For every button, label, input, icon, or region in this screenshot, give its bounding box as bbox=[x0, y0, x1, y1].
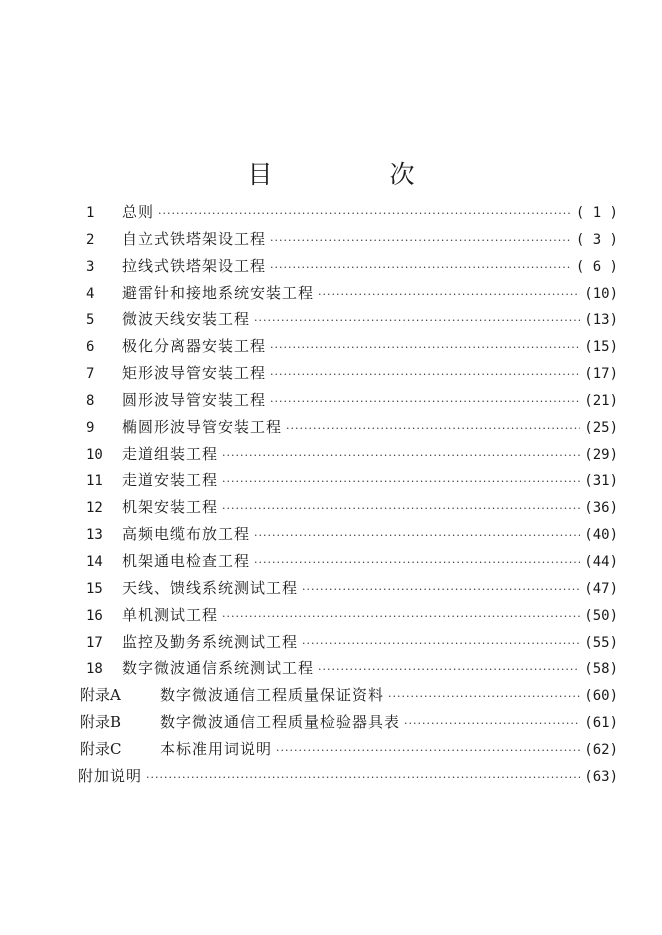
toc-entry-6 bbox=[78, 333, 618, 360]
entry-title: 极化分离器安装工程 bbox=[122, 337, 267, 356]
toc-entry-9 bbox=[78, 414, 618, 441]
entry-page: (50) bbox=[584, 607, 618, 624]
entry-number: 11 bbox=[86, 473, 103, 490]
entry-number: 16 bbox=[86, 607, 103, 624]
entry-title: 数字微波通信系统测试工程 bbox=[122, 659, 315, 678]
toc-entry-additional-notes bbox=[78, 763, 618, 790]
dot-leader bbox=[318, 657, 580, 684]
dot-leader bbox=[286, 416, 580, 443]
entry-page: ( 1 ) bbox=[575, 205, 618, 221]
entry-number: 附录C bbox=[80, 739, 122, 758]
entry-number: 6 bbox=[86, 339, 95, 356]
toc-entry-appendix-c bbox=[78, 736, 618, 763]
entry-title: 数字微波通信工程质量保证资料 bbox=[160, 686, 385, 705]
entry-page: (10) bbox=[584, 285, 618, 302]
dot-leader bbox=[270, 228, 572, 255]
entry-title: 机架通电检查工程 bbox=[122, 551, 251, 570]
entry-number: 1 bbox=[86, 205, 95, 221]
entry-title: 数字微波通信工程质量检验器具表 bbox=[160, 713, 401, 732]
entry-title: 天线、馈线系统测试工程 bbox=[122, 578, 299, 597]
entry-title: 微波天线安装工程 bbox=[122, 310, 251, 329]
entry-title: 监控及勤务系统测试工程 bbox=[122, 632, 299, 651]
entry-page: (13) bbox=[584, 312, 618, 329]
entry-title: 单机测试工程 bbox=[122, 605, 219, 624]
entry-title: 总则 bbox=[122, 203, 155, 221]
dot-leader bbox=[222, 604, 580, 631]
entry-page: (58) bbox=[584, 661, 618, 678]
toc-entry-13 bbox=[78, 521, 618, 548]
toc-entry-appendix-a bbox=[78, 682, 618, 709]
dot-leader bbox=[254, 523, 580, 550]
entry-page: (15) bbox=[584, 339, 618, 356]
entry-number: 3 bbox=[86, 258, 95, 275]
entry-number: 14 bbox=[86, 553, 103, 570]
toc-title: 目 次 bbox=[247, 159, 461, 189]
toc-entry-18 bbox=[78, 655, 618, 682]
entry-page: (55) bbox=[584, 634, 618, 651]
dot-leader bbox=[276, 738, 580, 765]
entry-number: 12 bbox=[86, 500, 103, 517]
dot-leader bbox=[270, 255, 572, 282]
entry-title: 本标准用词说明 bbox=[160, 739, 273, 758]
dot-leader bbox=[270, 335, 580, 362]
toc-entry-12 bbox=[78, 494, 618, 521]
entry-title: 走道组装工程 bbox=[122, 444, 219, 463]
dot-leader bbox=[146, 765, 580, 792]
dot-leader bbox=[254, 550, 580, 577]
entry-number: 附录B bbox=[80, 713, 122, 732]
entry-page: (21) bbox=[584, 392, 618, 409]
dot-leader bbox=[404, 711, 580, 738]
dot-leader bbox=[302, 577, 580, 604]
entry-number: 9 bbox=[86, 419, 95, 436]
entry-title: 自立式铁塔架设工程 bbox=[122, 229, 267, 248]
entry-page: (60) bbox=[584, 688, 618, 705]
toc-entry-8 bbox=[78, 387, 618, 414]
entry-page: ( 3 ) bbox=[575, 231, 618, 248]
entry-title: 走道安装工程 bbox=[122, 471, 219, 490]
toc-entry-15 bbox=[78, 575, 618, 602]
entry-number: 18 bbox=[86, 661, 103, 678]
dot-leader bbox=[302, 631, 580, 658]
entry-page: (61) bbox=[584, 715, 618, 732]
toc-entry-16 bbox=[78, 602, 618, 629]
table-of-contents bbox=[78, 199, 618, 790]
entry-page: (25) bbox=[584, 419, 618, 436]
entry-number: 2 bbox=[86, 231, 95, 248]
entry-title: 避雷针和接地系统安装工程 bbox=[122, 283, 315, 302]
toc-entry-1 bbox=[78, 199, 618, 226]
entry-number: 4 bbox=[86, 285, 95, 302]
toc-entry-appendix-b bbox=[78, 709, 618, 736]
entry-number: 17 bbox=[86, 634, 103, 651]
dot-leader bbox=[270, 362, 580, 389]
entry-title: 拉线式铁塔架设工程 bbox=[122, 256, 267, 275]
entry-number: 附录A bbox=[80, 686, 121, 705]
toc-entry-14 bbox=[78, 548, 618, 575]
entry-title: 附加说明 bbox=[78, 766, 143, 785]
entry-page: (17) bbox=[584, 366, 618, 383]
toc-entry-4 bbox=[78, 280, 618, 307]
dot-leader bbox=[222, 496, 580, 523]
entry-number: 15 bbox=[86, 580, 103, 597]
entry-number: 5 bbox=[86, 312, 95, 329]
entry-page: (36) bbox=[584, 500, 618, 517]
dot-leader bbox=[270, 389, 580, 416]
dot-leader bbox=[222, 469, 580, 496]
entry-page: ( 6 ) bbox=[575, 258, 618, 275]
entry-page: (40) bbox=[584, 527, 618, 544]
entry-page: (29) bbox=[584, 446, 618, 463]
entry-number: 10 bbox=[86, 446, 103, 463]
toc-entry-2 bbox=[78, 226, 618, 253]
toc-entry-11 bbox=[78, 467, 618, 494]
entry-number: 7 bbox=[86, 366, 95, 383]
entry-page: (62) bbox=[584, 741, 618, 758]
toc-entry-3 bbox=[78, 253, 618, 280]
dot-leader bbox=[222, 443, 580, 470]
entry-title: 机架安装工程 bbox=[122, 498, 219, 517]
dot-leader bbox=[318, 282, 580, 309]
toc-entry-5 bbox=[78, 306, 618, 333]
toc-entry-17 bbox=[78, 629, 618, 656]
entry-title: 圆形波导管安装工程 bbox=[122, 390, 267, 409]
entry-title: 椭圆形波导管安装工程 bbox=[122, 417, 283, 436]
dot-leader bbox=[388, 684, 580, 711]
entry-page: (63) bbox=[584, 768, 618, 785]
dot-leader bbox=[254, 308, 580, 335]
entry-page: (31) bbox=[584, 473, 618, 490]
toc-entry-10 bbox=[78, 441, 618, 468]
entry-title: 矩形波导管安装工程 bbox=[122, 364, 267, 383]
entry-page: (47) bbox=[584, 580, 618, 597]
entry-page: (44) bbox=[584, 553, 618, 570]
entry-number: 8 bbox=[86, 392, 95, 409]
entry-title: 高频电缆布放工程 bbox=[122, 525, 251, 544]
dot-leader bbox=[158, 201, 572, 228]
toc-entry-7 bbox=[78, 360, 618, 387]
entry-number: 13 bbox=[86, 527, 103, 544]
